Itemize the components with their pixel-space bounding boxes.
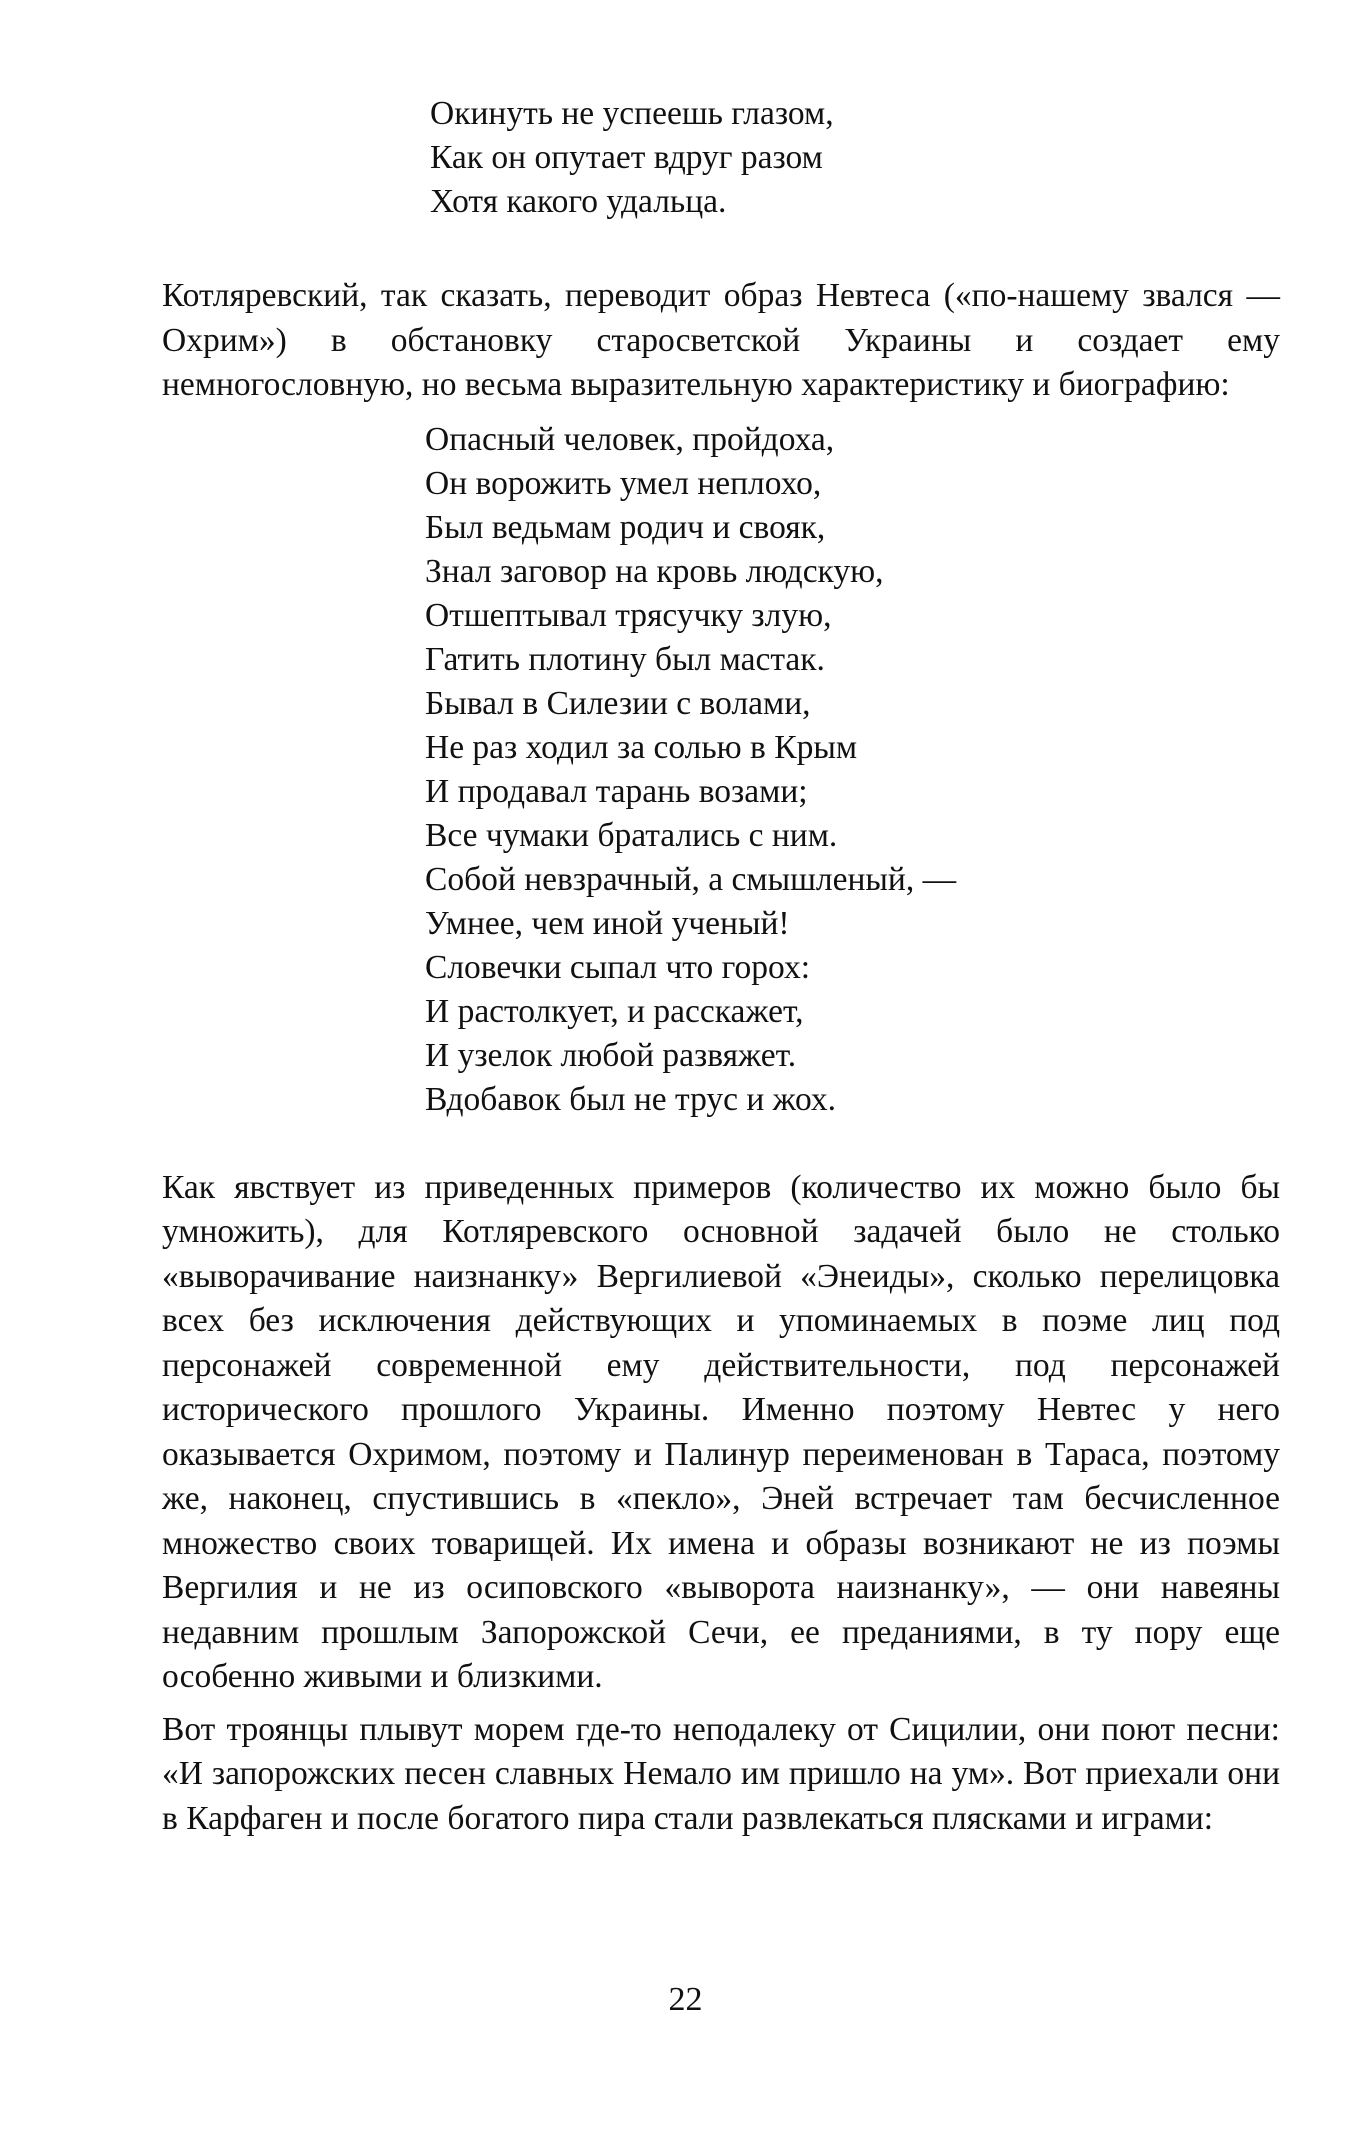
verse-line: Хотя какого удальца. bbox=[430, 183, 727, 220]
verse-line: Все чумаки братались с ним. bbox=[425, 816, 838, 854]
verse-line: Гатить плотину был мастак. bbox=[425, 640, 825, 678]
verse-line: Как он опутает вдруг разом bbox=[430, 139, 823, 176]
verse-block-2 bbox=[425, 418, 1280, 1122]
paragraph-3 bbox=[102, 1708, 1280, 1842]
verse-line: Не раз ходил за солью в Крым bbox=[425, 728, 858, 766]
verse-line: И растолкует, и расскажет, bbox=[425, 992, 804, 1030]
page-content bbox=[102, 92, 1280, 1841]
verse-line: Словечки сыпал что горох: bbox=[425, 948, 811, 986]
verse-line: Вдобавок был не трус и жох. bbox=[425, 1080, 837, 1118]
verse-line: Был ведьмам родич и свояк, bbox=[425, 508, 826, 546]
paragraph-1 bbox=[102, 274, 1280, 408]
paragraph-text: Вот троянцы плывут морем где-то неподалеку от Сицилии, они поют песни: «И запорожских песен славных Немало им пришло на ум». Вот приехали они в Карфаген и после богатого пира стали развлекаться плясками и играми: bbox=[162, 1710, 1280, 1837]
paragraph-text: Как явствует из приведенных примеров (количество их можно было бы умножить), для Котляревского основной задачей было не столько «выворачивание наизнанку» Вергилиевой «Энеиды», сколько перелицовка всех без исключения действующих и упоминаемых в поэме лиц под персонажей современной ему действительности, под персонажей исторического прошлого Украины. Именно поэтому Невтес у него оказывается Охримом, поэтому и Палинур переименован в Тараса, поэтому же, наконец, спустившись в «пекло», Эней встречает там бесчисленное множество своих товарищей. Их имена и образы возникают не из поэмы Вергилия и не из осиповского «выворота наизнанку», — они навеяны недавним прошлым Запорожской Сечи, ее преданиями, в ту пору еще особенно живыми и близкими. bbox=[162, 1168, 1280, 1695]
verse-line: И продавал тарань возами; bbox=[425, 772, 808, 810]
verse-line: Отшептывал трясучку злую, bbox=[425, 596, 832, 634]
verse-line: Окинуть не успеешь глазом, bbox=[430, 95, 834, 132]
verse-line: Знал заговор на кровь людскую, bbox=[425, 552, 884, 590]
verse-line: Собой невзрачный, а смышленый, — bbox=[425, 860, 957, 898]
page-number: 22 bbox=[668, 1981, 703, 2018]
verse-line: Бывал в Силезии с волами, bbox=[425, 684, 811, 722]
verse-line: И узелок любой развяжет. bbox=[425, 1036, 797, 1074]
paragraph-text: Котляревский, так сказать, переводит образ Невтеса («по-нашему звался — Охрим») в обстановку старосветской Украины и создает ему немногословную, но весьма выразительную характеристику и биографию: bbox=[162, 277, 1280, 403]
verse-block-1 bbox=[430, 92, 1280, 224]
verse-line: Опасный человек, пройдоха, bbox=[425, 420, 835, 458]
verse-line: Умнее, чем иной ученый! bbox=[425, 904, 790, 942]
verse-line: Он ворожить умел неплохо, bbox=[425, 464, 822, 502]
paragraph-2 bbox=[102, 1166, 1280, 1700]
